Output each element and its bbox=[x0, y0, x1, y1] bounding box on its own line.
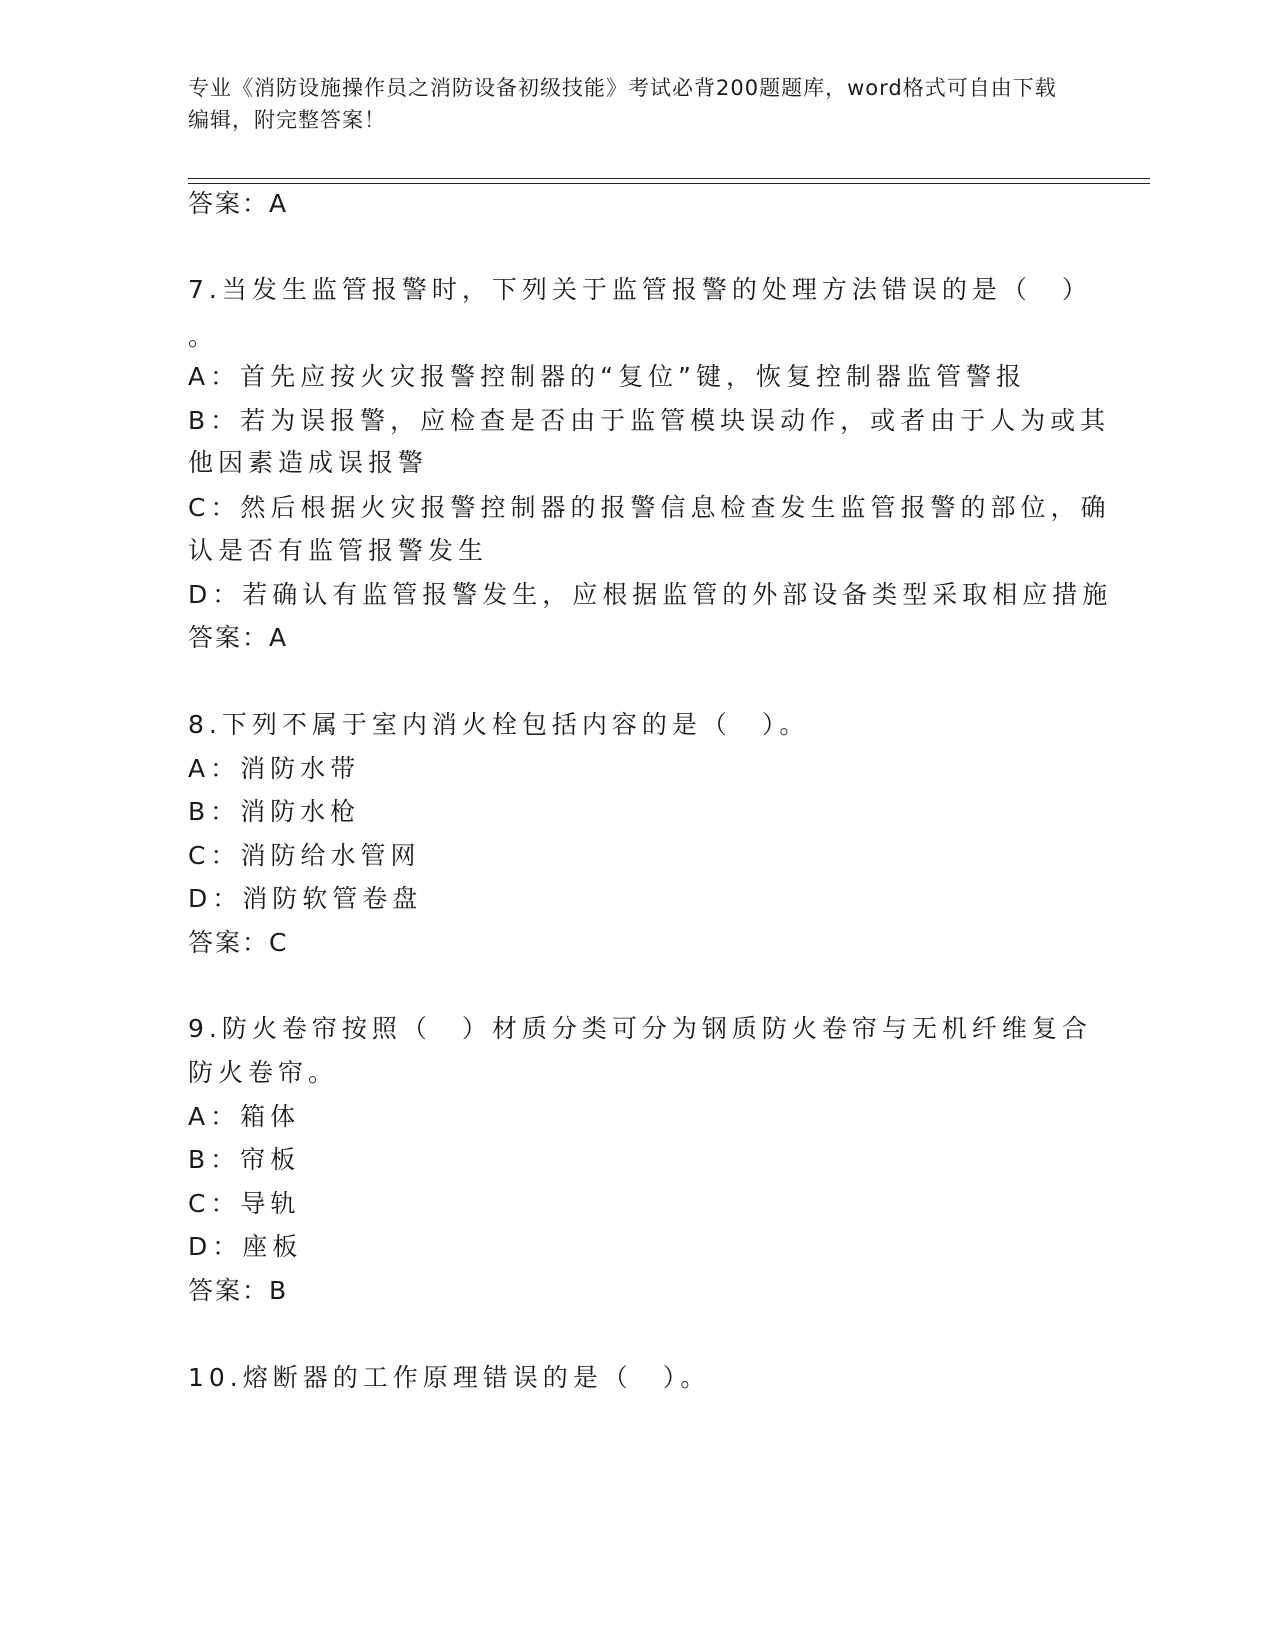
question-7-option-b-cont: 他因素造成误报警 bbox=[188, 448, 429, 477]
answer-q8: 答案：C bbox=[188, 928, 289, 957]
question-7-option-c: C：然后根据火灾报警控制器的报警信息检查发生监管报警的部位，确 bbox=[188, 493, 1111, 522]
document-header: 专业《消防设施操作员之消防设备初级技能》考试必背200题题库，word格式可自由下载编辑，附完整答案！ bbox=[188, 76, 1057, 132]
question-8-option-d: D：消防软管卷盘 bbox=[188, 884, 423, 913]
question-8-option-c: C：消防给水管网 bbox=[188, 841, 421, 870]
answer-q9: 答案：B bbox=[188, 1276, 289, 1305]
question-9-option-a: A：箱体 bbox=[188, 1102, 301, 1131]
question-8-option-a: A：消防水带 bbox=[188, 754, 361, 783]
question-8-stem: 8.下列不属于室内消火栓包括内容的是（ ）。 bbox=[188, 710, 810, 739]
question-7-option-b: B：若为误报警，应检查是否由于监管模块误动作，或者由于人为或其 bbox=[188, 406, 1111, 435]
header-divider-double bbox=[188, 183, 1150, 184]
question-10-stem: 10.熔断器的工作原理错误的是（ ）。 bbox=[188, 1363, 711, 1392]
question-9-option-c: C：导轨 bbox=[188, 1189, 301, 1218]
question-7-stem-end: 。 bbox=[188, 322, 219, 351]
question-9-stem-cont: 防火卷帘。 bbox=[188, 1058, 339, 1087]
question-8-option-b: B：消防水枪 bbox=[188, 797, 361, 826]
answer-q7: 答案：A bbox=[188, 623, 289, 652]
answer-q6: 答案：A bbox=[188, 189, 289, 218]
question-9-option-b: B：帘板 bbox=[188, 1145, 301, 1174]
header-divider bbox=[188, 178, 1150, 179]
question-7-option-d: D：若确认有监管报警发生，应根据监管的外部设备类型采取相应措施 bbox=[188, 580, 1113, 609]
question-9-option-d: D：座板 bbox=[188, 1232, 303, 1261]
question-7-stem: 7.当发生监管报警时，下列关于监管报警的处理方法错误的是（ ） bbox=[188, 275, 1092, 304]
question-7-option-c-cont: 认是否有监管报警发生 bbox=[188, 536, 489, 565]
question-7-option-a: A：首先应按火灾报警控制器的“复位”键，恢复控制器监管警报 bbox=[188, 362, 1027, 391]
question-9-stem: 9.防火卷帘按照（ ）材质分类可分为钢质防火卷帘与无机纤维复合 bbox=[188, 1014, 1092, 1043]
